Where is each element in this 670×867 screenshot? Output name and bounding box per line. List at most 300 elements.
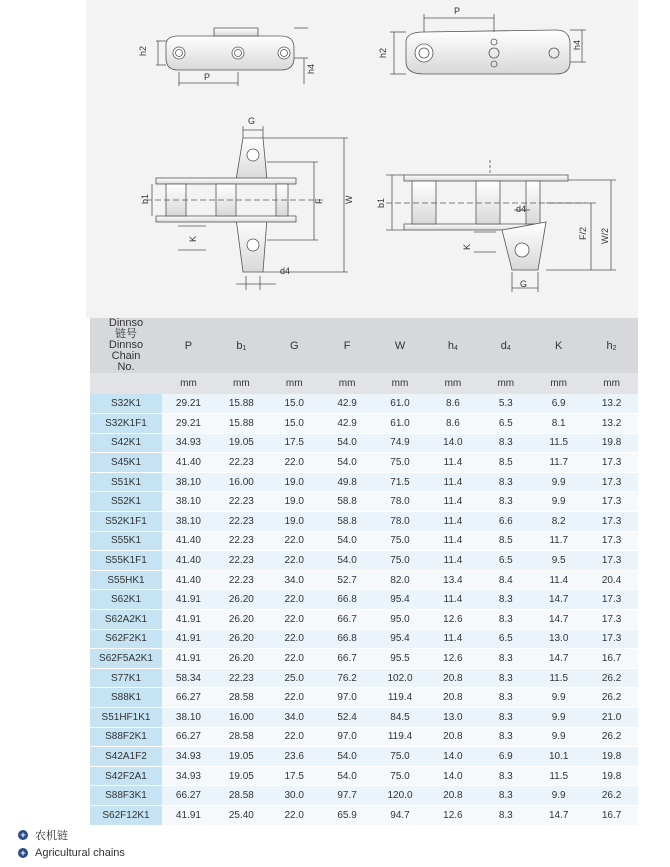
chain-model-cell: S62K1 [90, 590, 162, 610]
spec-value-cell: 9.9 [532, 708, 585, 728]
spec-value-cell: 11.4 [426, 512, 479, 532]
spec-value-cell: 102.0 [374, 668, 427, 688]
spec-value-cell: 11.4 [426, 531, 479, 551]
svg-text:W: W [344, 195, 354, 204]
spec-value-cell: 71.5 [374, 472, 427, 492]
spec-value-cell: 41.91 [162, 629, 215, 649]
spec-value-cell: 22.0 [268, 629, 321, 649]
spec-value-cell: 14.7 [532, 805, 585, 825]
spec-value-cell: 19.05 [215, 766, 268, 786]
spec-value-cell: 66.27 [162, 727, 215, 747]
svg-text:P: P [204, 72, 211, 82]
table-row [90, 668, 638, 688]
svg-text:b1: b1 [140, 193, 150, 204]
spec-value-cell: 17.3 [585, 629, 638, 649]
spec-value-cell: 17.3 [585, 610, 638, 630]
table-row [90, 551, 638, 571]
units-blank-cell [90, 373, 162, 394]
chain-model-cell: S42K1 [90, 433, 162, 453]
svg-text:F/2: F/2 [578, 226, 588, 240]
spec-value-cell: 65.9 [321, 805, 374, 825]
table-row [90, 727, 638, 747]
spec-value-cell: 16.7 [585, 805, 638, 825]
spec-value-cell: 25.40 [215, 805, 268, 825]
table-row [90, 629, 638, 649]
spec-value-cell: 8.5 [479, 531, 532, 551]
spec-value-cell: 17.5 [268, 433, 321, 453]
spec-value-cell: 11.7 [532, 453, 585, 473]
chain-model-cell: S62A2K1 [90, 610, 162, 630]
spec-value-cell: 6.6 [479, 512, 532, 532]
spec-value-cell: 16.00 [215, 708, 268, 728]
side-view-link-2 [390, 14, 586, 74]
spec-value-cell: 26.20 [215, 590, 268, 610]
spec-value-cell: 54.0 [321, 531, 374, 551]
table-row [90, 570, 638, 590]
spec-value-cell: 34.93 [162, 747, 215, 767]
spec-value-cell: 22.0 [268, 590, 321, 610]
spec-value-cell: 6.5 [479, 414, 532, 434]
spec-value-cell: 17.3 [585, 492, 638, 512]
spec-value-cell: 41.91 [162, 610, 215, 630]
chain-model-cell: S62F2K1 [90, 629, 162, 649]
spec-value-cell: 14.7 [532, 649, 585, 669]
spec-value-cell: 75.0 [374, 531, 427, 551]
spec-value-cell: 66.27 [162, 688, 215, 708]
spec-value-cell: 28.58 [215, 688, 268, 708]
table-row [90, 766, 638, 786]
spec-value-cell: 6.9 [532, 394, 585, 414]
spec-value-cell: 94.7 [374, 805, 427, 825]
spec-value-cell: 34.0 [268, 708, 321, 728]
spec-value-cell: 17.3 [585, 472, 638, 492]
spec-value-cell: 8.3 [479, 472, 532, 492]
spec-value-cell: 11.4 [426, 492, 479, 512]
spec-value-cell: 11.5 [532, 766, 585, 786]
chain-model-cell: S77K1 [90, 668, 162, 688]
spec-value-cell: 19.05 [215, 433, 268, 453]
technical-drawings-panel [86, 0, 638, 318]
spec-value-cell: 20.4 [585, 570, 638, 590]
model-header-line: No. [117, 361, 135, 373]
spec-value-cell: 14.7 [532, 590, 585, 610]
svg-text:d4: d4 [280, 266, 291, 276]
chain-model-cell: S32K1 [90, 394, 162, 414]
spec-value-cell: 12.6 [426, 610, 479, 630]
chain-model-cell: S52K1 [90, 492, 162, 512]
svg-text:G: G [248, 116, 256, 126]
spec-value-cell: 8.3 [479, 786, 532, 806]
spec-value-cell: 11.5 [532, 668, 585, 688]
spec-value-cell: 54.0 [321, 433, 374, 453]
spec-value-cell: 61.0 [374, 414, 427, 434]
svg-text:K: K [188, 235, 198, 242]
table-units-row [90, 373, 638, 394]
spec-value-cell: 6.5 [479, 551, 532, 571]
spec-value-cell: 17.5 [268, 766, 321, 786]
spec-value-cell: 66.8 [321, 629, 374, 649]
spec-value-cell: 30.0 [268, 786, 321, 806]
spec-value-cell: 16.00 [215, 472, 268, 492]
spec-value-cell: 11.4 [426, 453, 479, 473]
spec-value-cell: 8.3 [479, 610, 532, 630]
spec-value-cell: 66.8 [321, 590, 374, 610]
spec-value-cell: 54.0 [321, 766, 374, 786]
model-header-line: Dinnso [108, 339, 144, 351]
svg-text:h4: h4 [572, 39, 582, 50]
spec-value-cell: 8.3 [479, 590, 532, 610]
spec-value-cell: 19.0 [268, 512, 321, 532]
column-header-K: K [532, 318, 585, 373]
spec-value-cell: 42.9 [321, 394, 374, 414]
spec-value-cell: 21.0 [585, 708, 638, 728]
chain-model-cell: S88F3K1 [90, 786, 162, 806]
spec-value-cell: 15.88 [215, 414, 268, 434]
spec-value-cell: 66.27 [162, 786, 215, 806]
spec-value-cell: 22.0 [268, 610, 321, 630]
spec-value-cell: 22.0 [268, 551, 321, 571]
unit-cell: mm [585, 373, 638, 394]
spec-value-cell: 11.4 [426, 551, 479, 571]
chain-model-cell: S55K1F1 [90, 551, 162, 571]
table-row [90, 649, 638, 669]
spec-value-cell: 66.7 [321, 610, 374, 630]
table-row [90, 472, 638, 492]
caption-chinese [18, 826, 125, 844]
table-row [90, 433, 638, 453]
spec-value-cell: 74.9 [374, 433, 427, 453]
table-body [90, 394, 638, 825]
spec-value-cell: 26.2 [585, 668, 638, 688]
spec-value-cell: 38.10 [162, 512, 215, 532]
spec-value-cell: 38.10 [162, 708, 215, 728]
spec-value-cell: 8.3 [479, 766, 532, 786]
spec-value-cell: 22.23 [215, 512, 268, 532]
svg-text:d4: d4 [516, 204, 527, 214]
column-header-W: W [374, 318, 427, 373]
spec-value-cell: 41.40 [162, 570, 215, 590]
spec-value-cell: 119.4 [374, 688, 427, 708]
spec-value-cell: 61.0 [374, 394, 427, 414]
spec-value-cell: 19.05 [215, 747, 268, 767]
column-header-h4: h4 [426, 318, 479, 373]
unit-cell: mm [162, 373, 215, 394]
spec-value-cell: 22.23 [215, 492, 268, 512]
spec-value-cell: 25.0 [268, 668, 321, 688]
model-column-header [90, 318, 162, 373]
spec-value-cell: 13.2 [585, 414, 638, 434]
spec-value-cell: 82.0 [374, 570, 427, 590]
table-row [90, 688, 638, 708]
unit-cell: mm [374, 373, 427, 394]
spec-value-cell: 120.0 [374, 786, 427, 806]
spec-value-cell: 6.5 [479, 629, 532, 649]
chain-model-cell: S62F5A2K1 [90, 649, 162, 669]
spec-value-cell: 78.0 [374, 512, 427, 532]
spec-value-cell: 34.93 [162, 766, 215, 786]
spec-value-cell: 95.5 [374, 649, 427, 669]
spec-value-cell: 9.9 [532, 727, 585, 747]
spec-value-cell: 26.20 [215, 649, 268, 669]
spec-value-cell: 97.0 [321, 688, 374, 708]
spec-value-cell: 8.3 [479, 805, 532, 825]
unit-cell: mm [479, 373, 532, 394]
figure-captions [18, 826, 125, 862]
unit-cell: mm [268, 373, 321, 394]
spec-value-cell: 16.7 [585, 649, 638, 669]
chain-model-cell: S51HF1K1 [90, 708, 162, 728]
svg-text:h4: h4 [306, 63, 316, 74]
spec-value-cell: 38.10 [162, 472, 215, 492]
spec-value-cell: 8.3 [479, 492, 532, 512]
table-row [90, 512, 638, 532]
spec-value-cell: 97.0 [321, 727, 374, 747]
spec-value-cell: 8.5 [479, 453, 532, 473]
spec-value-cell: 19.8 [585, 433, 638, 453]
spec-value-cell: 14.0 [426, 766, 479, 786]
spec-value-cell: 22.23 [215, 668, 268, 688]
spec-value-cell: 54.0 [321, 747, 374, 767]
plus-bullet-icon: + [18, 830, 28, 840]
spec-value-cell: 11.4 [426, 629, 479, 649]
spec-value-cell: 13.2 [585, 394, 638, 414]
spec-value-cell: 54.0 [321, 551, 374, 571]
spec-value-cell: 9.9 [532, 492, 585, 512]
svg-text:h2: h2 [378, 47, 388, 58]
spec-value-cell: 11.4 [532, 570, 585, 590]
spec-value-cell: 10.1 [532, 747, 585, 767]
spec-value-cell: 34.0 [268, 570, 321, 590]
spec-value-cell: 23.6 [268, 747, 321, 767]
spec-value-cell: 8.6 [426, 394, 479, 414]
spec-value-cell: 9.5 [532, 551, 585, 571]
spec-value-cell: 42.9 [321, 414, 374, 434]
spec-value-cell: 15.88 [215, 394, 268, 414]
unit-cell: mm [215, 373, 268, 394]
spec-value-cell: 9.9 [532, 688, 585, 708]
svg-text:K: K [462, 243, 472, 250]
table-row [90, 786, 638, 806]
column-header-b1: b1 [215, 318, 268, 373]
spec-value-cell: 52.4 [321, 708, 374, 728]
spec-value-cell: 20.8 [426, 727, 479, 747]
spec-value-cell: 84.5 [374, 708, 427, 728]
spec-value-cell: 75.0 [374, 551, 427, 571]
spec-value-cell: 26.2 [585, 727, 638, 747]
spec-value-cell: 11.7 [532, 531, 585, 551]
spec-value-cell: 95.4 [374, 629, 427, 649]
spec-value-cell: 26.20 [215, 610, 268, 630]
spec-value-cell: 41.91 [162, 649, 215, 669]
column-header-F: F [321, 318, 374, 373]
front-view-attachment-2 [386, 160, 616, 292]
spec-value-cell: 17.3 [585, 531, 638, 551]
spec-value-cell: 29.21 [162, 414, 215, 434]
spec-value-cell: 38.10 [162, 492, 215, 512]
front-view-attachment-1 [146, 126, 348, 290]
spec-value-cell: 41.40 [162, 453, 215, 473]
chain-link-drawings [86, 0, 638, 318]
spec-value-cell: 54.0 [321, 453, 374, 473]
spec-value-cell: 76.2 [321, 668, 374, 688]
unit-cell: mm [426, 373, 479, 394]
spec-value-cell: 26.2 [585, 688, 638, 708]
spec-value-cell: 20.8 [426, 786, 479, 806]
spec-value-cell: 41.40 [162, 531, 215, 551]
caption-english-text: Agricultural chains [35, 847, 125, 859]
spec-value-cell: 6.9 [479, 747, 532, 767]
spec-value-cell: 8.3 [479, 649, 532, 669]
table-row [90, 805, 638, 825]
spec-value-cell: 52.7 [321, 570, 374, 590]
spec-value-cell: 13.0 [532, 629, 585, 649]
unit-cell: mm [321, 373, 374, 394]
spec-value-cell: 28.58 [215, 786, 268, 806]
spec-value-cell: 78.0 [374, 492, 427, 512]
spec-value-cell: 8.6 [426, 414, 479, 434]
spec-value-cell: 13.4 [426, 570, 479, 590]
caption-english [18, 844, 125, 862]
spec-value-cell: 20.8 [426, 668, 479, 688]
column-header-G: G [268, 318, 321, 373]
spec-value-cell: 22.23 [215, 570, 268, 590]
spec-value-cell: 41.91 [162, 805, 215, 825]
table-row [90, 394, 638, 414]
spec-value-cell: 119.4 [374, 727, 427, 747]
spec-value-cell: 19.8 [585, 766, 638, 786]
spec-value-cell: 22.0 [268, 805, 321, 825]
svg-text:F: F [314, 198, 324, 204]
spec-value-cell: 22.0 [268, 688, 321, 708]
spec-value-cell: 22.23 [215, 551, 268, 571]
spec-value-cell: 26.20 [215, 629, 268, 649]
spec-value-cell: 13.0 [426, 708, 479, 728]
table-row [90, 492, 638, 512]
chain-model-cell: S32K1F1 [90, 414, 162, 434]
table-row [90, 453, 638, 473]
spec-value-cell: 15.0 [268, 394, 321, 414]
spec-value-cell: 17.3 [585, 590, 638, 610]
table-row [90, 414, 638, 434]
model-header-line: 链号 [115, 328, 137, 340]
spec-value-cell: 17.3 [585, 551, 638, 571]
spec-value-cell: 8.3 [479, 668, 532, 688]
chain-model-cell: S42F2A1 [90, 766, 162, 786]
spec-value-cell: 19.8 [585, 747, 638, 767]
spec-value-cell: 58.34 [162, 668, 215, 688]
spec-value-cell: 9.9 [532, 472, 585, 492]
spec-value-cell: 19.0 [268, 472, 321, 492]
spec-value-cell: 12.6 [426, 649, 479, 669]
spec-value-cell: 8.3 [479, 727, 532, 747]
chain-model-cell: S55K1 [90, 531, 162, 551]
spec-value-cell: 22.0 [268, 531, 321, 551]
spec-value-cell: 95.0 [374, 610, 427, 630]
spec-value-cell: 11.4 [426, 472, 479, 492]
chain-model-cell: S62F12K1 [90, 805, 162, 825]
spec-value-cell: 29.21 [162, 394, 215, 414]
spec-value-cell: 14.0 [426, 747, 479, 767]
spec-value-cell: 97.7 [321, 786, 374, 806]
spec-value-cell: 20.8 [426, 688, 479, 708]
side-view-link-1 [156, 28, 308, 86]
table-row [90, 590, 638, 610]
spec-value-cell: 22.0 [268, 727, 321, 747]
svg-text:G: G [520, 279, 528, 289]
spec-value-cell: 95.4 [374, 590, 427, 610]
spec-value-cell: 11.4 [426, 590, 479, 610]
spec-value-cell: 8.3 [479, 708, 532, 728]
svg-text:W/2: W/2 [600, 227, 610, 244]
spec-value-cell: 8.3 [479, 688, 532, 708]
spec-value-cell: 17.3 [585, 453, 638, 473]
spec-value-cell: 9.9 [532, 786, 585, 806]
chain-model-cell: S88K1 [90, 688, 162, 708]
spec-value-cell: 19.0 [268, 492, 321, 512]
table-row [90, 708, 638, 728]
spec-value-cell: 58.8 [321, 512, 374, 532]
table-header-row [90, 318, 638, 373]
chain-model-cell: S55HK1 [90, 570, 162, 590]
spec-value-cell: 75.0 [374, 453, 427, 473]
chain-model-cell: S88F2K1 [90, 727, 162, 747]
spec-value-cell: 28.58 [215, 727, 268, 747]
spec-value-cell: 49.8 [321, 472, 374, 492]
spec-value-cell: 66.7 [321, 649, 374, 669]
spec-value-cell: 8.3 [479, 433, 532, 453]
column-header-P: P [162, 318, 215, 373]
chain-model-cell: S45K1 [90, 453, 162, 473]
caption-chinese-text: 农机链 [35, 829, 68, 842]
chain-model-cell: S51K1 [90, 472, 162, 492]
model-header-line: Chain [111, 350, 141, 362]
spec-value-cell: 5.3 [479, 394, 532, 414]
spec-value-cell: 14.7 [532, 610, 585, 630]
spec-value-cell: 22.23 [215, 453, 268, 473]
spec-value-cell: 22.23 [215, 531, 268, 551]
table-row [90, 531, 638, 551]
chain-specification-table [90, 318, 638, 826]
spec-value-cell: 8.2 [532, 512, 585, 532]
spec-value-cell: 8.1 [532, 414, 585, 434]
spec-value-cell: 75.0 [374, 747, 427, 767]
svg-text:h2: h2 [138, 45, 148, 56]
spec-value-cell: 8.4 [479, 570, 532, 590]
table-row [90, 610, 638, 630]
column-header-h2: h2 [585, 318, 638, 373]
chain-model-cell: S42A1F2 [90, 747, 162, 767]
spec-value-cell: 12.6 [426, 805, 479, 825]
spec-value-cell: 34.93 [162, 433, 215, 453]
table-row [90, 747, 638, 767]
spec-value-cell: 17.3 [585, 512, 638, 532]
spec-value-cell: 22.0 [268, 453, 321, 473]
spec-value-cell: 26.2 [585, 786, 638, 806]
chain-model-cell: S52K1F1 [90, 512, 162, 532]
spec-value-cell: 11.5 [532, 433, 585, 453]
column-header-d4: d4 [479, 318, 532, 373]
spec-value-cell: 22.0 [268, 649, 321, 669]
spec-value-cell: 14.0 [426, 433, 479, 453]
spec-value-cell: 41.91 [162, 590, 215, 610]
plus-bullet-icon: + [18, 848, 28, 858]
unit-cell: mm [532, 373, 585, 394]
spec-value-cell: 15.0 [268, 414, 321, 434]
model-header-line: Dinnso [108, 317, 144, 329]
svg-text:P: P [454, 6, 461, 16]
svg-text:b1: b1 [376, 197, 386, 208]
spec-value-cell: 75.0 [374, 766, 427, 786]
